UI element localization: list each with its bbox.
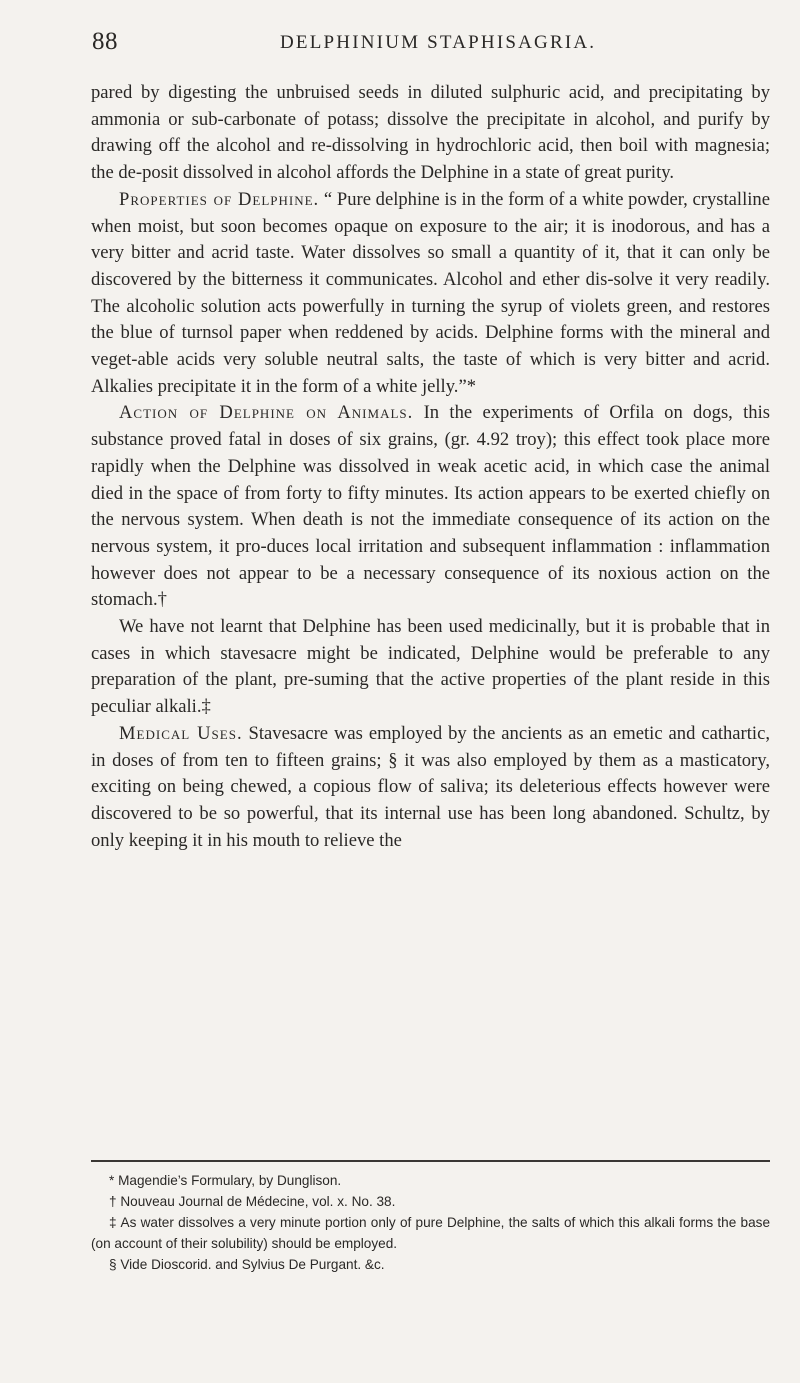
page-header [92,28,772,58]
footnote: ‡ As water dissolves a very minute portion only of pure Delphine, the salts of which this alkali forms the base (on account of their solubility) should be employed. [91,1215,770,1251]
footnote: † Nouveau Journal de Médecine, vol. x. No. 38. [109,1194,396,1209]
section-heading: Action of Delphine on Animals. [119,402,414,424]
page-number: 88 [92,28,118,55]
footnote-divider [91,1160,770,1162]
body-text [91,80,770,854]
paragraph-text: Stavesacre was employed by the ancients as an emetic and cathartic, in doses of from ten to fifteen grains; § it was also employed by them as a masticatory, exciting on being chewed, a copious flow of saliva; its deleterious effects however were discovered to be so powerful, that its internal use has been long abandoned. Schultz, by only keeping it in his mouth to relieve the [91,722,770,851]
paragraph-text: pared by digesting the unbruised seeds in diluted sulphuric acid, and precipitating by ammonia or sub-carbonate of potass; dissolve the precipitate in alcohol, and purify by drawing off the alcohol and re-dissolving in hydrochloric acid, then boil with magnesia; the de-posit dissolved in alcohol affords the Delphine in a state of great purity. [91,82,770,184]
section-heading: Medical Uses. [119,722,243,744]
section-heading: Properties of Delphine. [119,188,320,210]
paragraph-text: “ Pure delphine is in the form of a white powder, crystalline when moist, but soon becomes opaque on exposure to the air; it is inodorous, and has a very bitter and acrid taste. Water dissolves so small a quantity of it, that it can only be discovered by the bitterness it communicates. Alcohol and ether dis-solve it very readily. The alcoholic solution acts powerfully in turning the syrup of violets green, and restores the blue of turnsol paper when reddened by acids. Delphine forms with the mineral and veget-able acids very soluble neutral salts, the taste of which is very bitter and acrid. Alkalies precipitate it in the form of a white jelly.”* [91,188,770,397]
paragraph-opening [91,80,770,187]
paragraph-medical-uses [91,721,770,855]
footnotes [91,1170,770,1275]
paragraph-action [91,400,770,614]
footnote: § Vide Dioscorid. and Sylvius De Purgant. &c. [109,1257,385,1272]
paragraph-text: In the experiments of Orfila on dogs, this substance proved fatal in doses of six grains, (gr. 4.92 troy); this effect took place more rapidly when the Delphine was dissolved in weak acetic acid, in which case the animal died in the space of from forty to fifty minutes. Its action appears to be exerted chiefly on the nervous system. When death is not the immediate consequence of its action on the nervous system, it pro-duces local irritation and subsequent inflammation : inflammation however does not appear to be a necessary consequence of its noxious action on the stomach.† [91,402,771,611]
paragraph-medicinal-use [91,614,770,721]
running-title: DELPHINIUM STAPHISAGRIA. [280,32,597,53]
paragraph-properties [91,187,770,401]
footnote: * Magendie’s Formulary, by Dunglison. [109,1173,342,1188]
paragraph-text: We have not learnt that Delphine has been used medicinally, but it is probable that in cases in which stavesacre might be indicated, Delphine would be preferable to any preparation of the plant, pre-suming that the active properties of the plant reside in this peculiar alkali.‡ [91,616,770,718]
